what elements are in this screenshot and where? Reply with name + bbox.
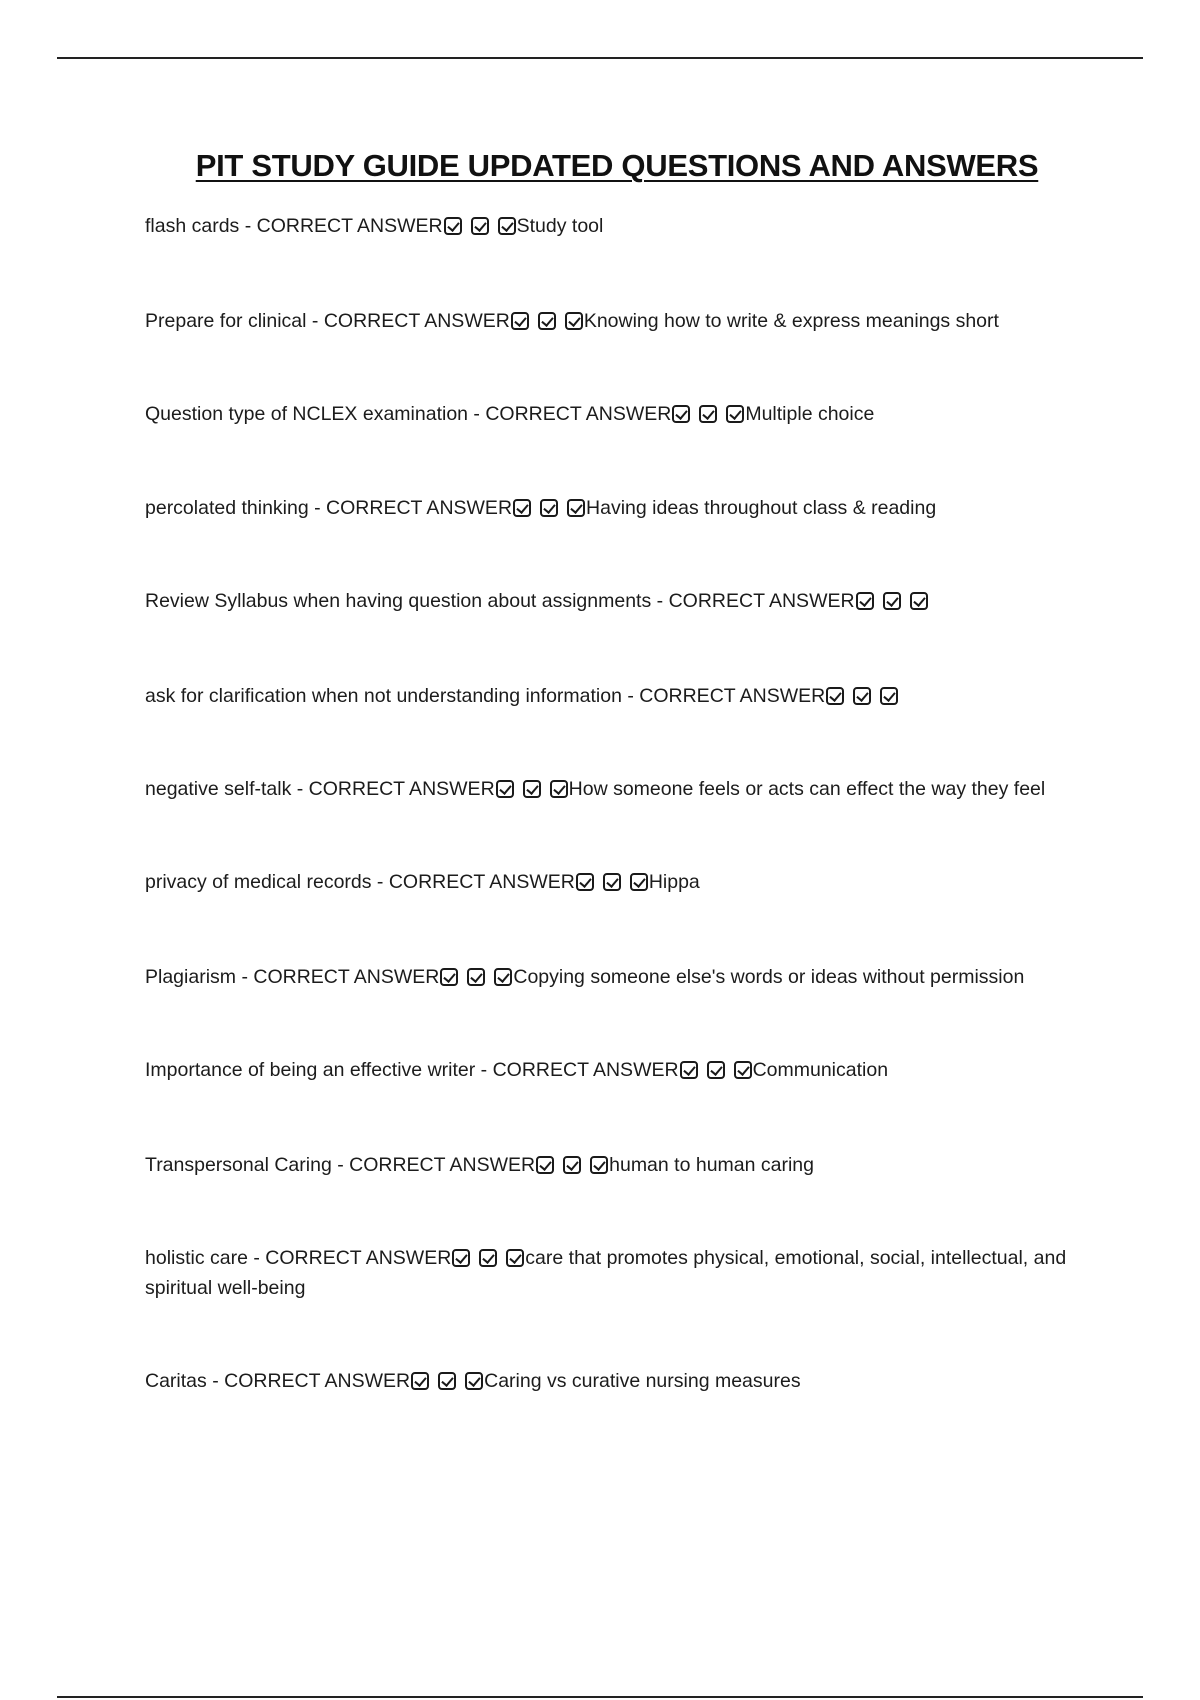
- correct-answer-label: - CORRECT ANSWER: [306, 310, 510, 332]
- checkbox-checked-icon: [680, 1061, 698, 1079]
- answer-text: Hippa: [648, 871, 700, 893]
- checkbox-checked-icon: [494, 968, 512, 986]
- correct-answer-label: - CORRECT ANSWER: [247, 1247, 452, 1269]
- checkbox-checked-icon: [603, 873, 621, 891]
- qa-item: [145, 306, 1075, 336]
- checkbox-checked-icon: [452, 1249, 470, 1267]
- correct-answer-label: - CORRECT ANSWER: [308, 497, 513, 519]
- answer-text: Copying someone else's words or ideas without permission: [513, 966, 1025, 988]
- correct-answer-label: - CORRECT ANSWER: [621, 685, 826, 707]
- check-icons: [575, 871, 649, 893]
- question-text: percolated thinking: [145, 497, 309, 519]
- answer-text: Communication: [752, 1059, 889, 1081]
- qa-item: [145, 399, 1075, 429]
- correct-answer-label: - CORRECT ANSWER: [291, 778, 495, 800]
- correct-answer-label: - CORRECT ANSWER: [468, 403, 672, 425]
- question-text: Importance of being an effective writer: [145, 1059, 476, 1081]
- checkbox-checked-icon: [853, 687, 871, 705]
- qa-item: [145, 681, 1075, 711]
- checkbox-checked-icon: [565, 312, 583, 330]
- answer-text: Study tool: [516, 215, 604, 237]
- answer-text: Caring vs curative nursing measures: [484, 1370, 801, 1392]
- correct-answer-label: - CORRECT ANSWER: [239, 215, 443, 237]
- check-icons: [671, 403, 745, 425]
- check-icons: [443, 215, 517, 237]
- checkbox-checked-icon: [563, 1156, 581, 1174]
- answer-text: Having ideas throughout class & reading: [586, 497, 937, 519]
- top-rule: [57, 57, 1143, 59]
- checkbox-checked-icon: [538, 312, 556, 330]
- question-text: privacy of medical records: [145, 871, 372, 893]
- check-icons: [495, 778, 569, 800]
- checkbox-checked-icon: [734, 1061, 752, 1079]
- checkbox-checked-icon: [496, 780, 514, 798]
- correct-answer-label: - CORRECT ANSWER: [236, 966, 440, 988]
- correct-answer-label: - CORRECT ANSWER: [206, 1370, 411, 1392]
- qa-item: [145, 1366, 1075, 1396]
- checkbox-checked-icon: [707, 1061, 725, 1079]
- checkbox-checked-icon: [465, 1372, 483, 1390]
- qa-item: [145, 774, 1075, 804]
- checkbox-checked-icon: [672, 405, 690, 423]
- checkbox-checked-icon: [856, 592, 874, 610]
- checkbox-checked-icon: [506, 1249, 524, 1267]
- checkbox-checked-icon: [726, 405, 744, 423]
- question-text: Caritas: [145, 1370, 207, 1392]
- answer-text: Multiple choice: [745, 403, 875, 425]
- checkbox-checked-icon: [550, 780, 568, 798]
- bottom-rule: [57, 1696, 1143, 1698]
- check-icons: [825, 685, 899, 707]
- question-text: holistic care: [145, 1247, 248, 1269]
- checkbox-checked-icon: [467, 968, 485, 986]
- checkbox-checked-icon: [479, 1249, 497, 1267]
- page-title: PIT STUDY GUIDE UPDATED QUESTIONS AND ANSWERS: [195, 148, 1039, 183]
- checkbox-checked-icon: [471, 217, 489, 235]
- question-text: ask for clarification when not understanding information: [145, 685, 622, 707]
- checkbox-checked-icon: [540, 499, 558, 517]
- checkbox-checked-icon: [910, 592, 928, 610]
- checkbox-checked-icon: [880, 687, 898, 705]
- qa-item: [145, 586, 1075, 616]
- question-text: Question type of NCLEX examination: [145, 403, 469, 425]
- checkbox-checked-icon: [513, 499, 531, 517]
- question-text: Plagiarism: [145, 966, 237, 988]
- qa-item: [145, 867, 1075, 897]
- checkbox-checked-icon: [511, 312, 529, 330]
- correct-answer-label: - CORRECT ANSWER: [475, 1059, 679, 1081]
- checkbox-checked-icon: [567, 499, 585, 517]
- answer-text: care that promotes physical, emotional, social, intellectual, and spiritual well-being: [145, 1247, 1067, 1299]
- checkbox-checked-icon: [883, 592, 901, 610]
- qa-item: [145, 1243, 1075, 1303]
- checkbox-checked-icon: [523, 780, 541, 798]
- correct-answer-label: - CORRECT ANSWER: [651, 590, 855, 612]
- checkbox-checked-icon: [438, 1372, 456, 1390]
- question-text: flash cards: [145, 215, 240, 237]
- checkbox-checked-icon: [826, 687, 844, 705]
- checkbox-checked-icon: [440, 968, 458, 986]
- qa-item: [145, 962, 1075, 992]
- checkbox-checked-icon: [590, 1156, 608, 1174]
- qa-item: [145, 1150, 1075, 1180]
- check-icons: [679, 1059, 753, 1081]
- checkbox-checked-icon: [630, 873, 648, 891]
- checkbox-checked-icon: [498, 217, 516, 235]
- correct-answer-label: - CORRECT ANSWER: [371, 871, 575, 893]
- qa-item: [145, 1055, 1075, 1085]
- answer-text: Knowing how to write & express meanings short: [583, 310, 999, 332]
- check-icons: [451, 1247, 525, 1269]
- qa-item: [145, 493, 1075, 523]
- checkbox-checked-icon: [536, 1156, 554, 1174]
- answer-text: human to human caring: [609, 1154, 814, 1176]
- check-icons: [512, 497, 586, 519]
- question-text: Review Syllabus when having question about assignments: [145, 590, 652, 612]
- correct-answer-label: - CORRECT ANSWER: [331, 1154, 536, 1176]
- answer-text: How someone feels or acts can effect the way they feel: [568, 778, 1046, 800]
- checkbox-checked-icon: [411, 1372, 429, 1390]
- checkbox-checked-icon: [444, 217, 462, 235]
- qa-item: [145, 211, 1075, 241]
- check-icons: [535, 1154, 609, 1176]
- question-text: Transpersonal Caring: [145, 1154, 332, 1176]
- check-icons: [439, 966, 513, 988]
- check-icons: [410, 1370, 484, 1392]
- question-text: negative self-talk: [145, 778, 292, 800]
- check-icons: [855, 590, 929, 612]
- question-text: Prepare for clinical: [145, 310, 307, 332]
- checkbox-checked-icon: [699, 405, 717, 423]
- checkbox-checked-icon: [576, 873, 594, 891]
- check-icons: [510, 310, 584, 332]
